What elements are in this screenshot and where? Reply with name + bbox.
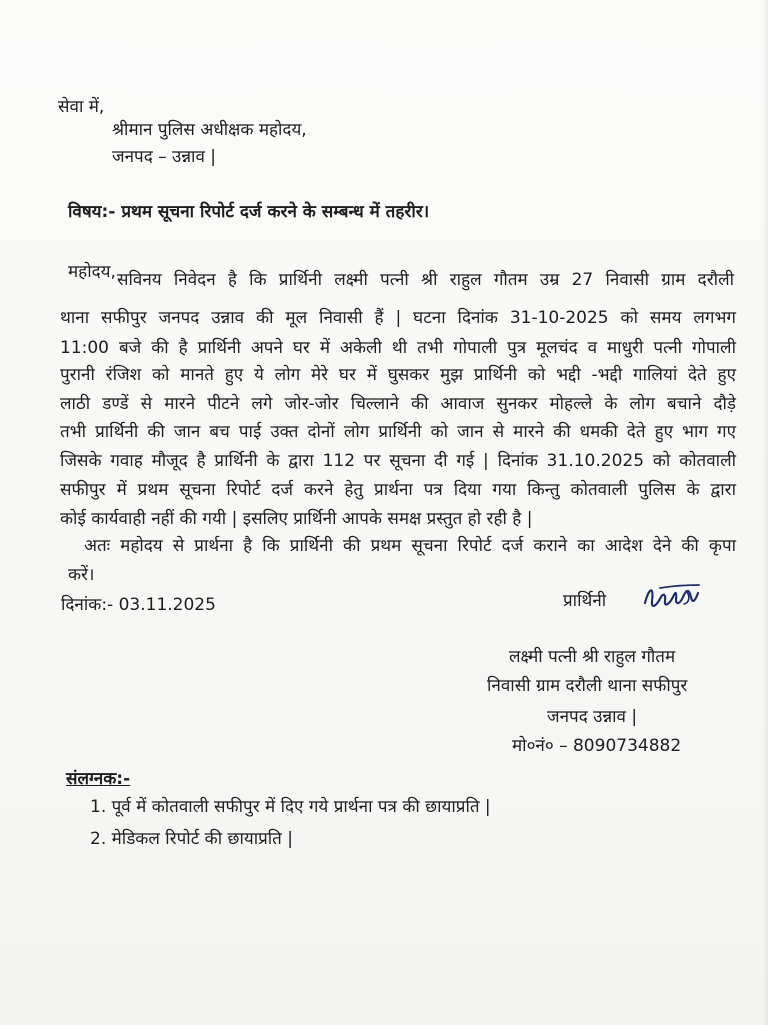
subject-line: विषय:- प्रथम सूचना रिपोर्ट दर्ज करने के सम्बन्ध में तहरीर। xyxy=(68,202,430,222)
sender-address: निवासी ग्राम दरौली थाना सफीपुर xyxy=(487,676,688,696)
sender-mobile: मो०नं० – 8090734882 xyxy=(512,736,682,756)
enclosure-item-1: 1. पूर्व में कोतवाली सफीपुर में दिए गये प्रार्थना पत्र की छायाप्रति | xyxy=(90,797,491,817)
body-line-7: जिसके गवाह मौजूद है प्रार्थिनी के द्वारा 112 पर सूचना दी गई | दिनांक 31.10.2025 को कोतवाली xyxy=(60,451,736,471)
request-line-2: करें। xyxy=(68,565,95,585)
body-line-6: तभी प्रार्थिनी की जान बच पाई उक्त दोनों लोग प्रार्थिनी को जान से मारने की धमकी देते हुए भाग गए xyxy=(60,422,736,442)
letter-date: दिनांक:- 03.11.2025 xyxy=(61,595,216,615)
body-line-3: 11:00 बजे की है प्रार्थिनी अपने घर में अकेली थी तभी गोपाली पुत्र मूलचंद व माधुरी पत्नी गोपाली xyxy=(60,338,736,358)
recipient-title: श्रीमान पुलिस अधीक्षक महोदय, xyxy=(112,120,307,140)
body-line-9: कोई कार्यवाही नहीं की गयी | इसलिए प्रार्थिनी आपके समक्ष प्रस्तुत हो रही है | xyxy=(60,509,533,529)
greeting: महोदय, xyxy=(68,262,116,282)
body-line-2: थाना सफीपुर जनपद उन्नाव की मूल निवासी हैं | घटना दिनांक 31-10-2025 को समय लगभग xyxy=(60,308,736,328)
request-line-1: अतः महोदय से प्रार्थना है कि प्रार्थिनी की प्रथम सूचना रिपोर्ट दर्ज कराने का आदेश देने की कृपा xyxy=(84,536,736,556)
enclosure-item-2: 2. मेडिकल रिपोर्ट की छायाप्रति | xyxy=(90,829,294,849)
handwritten-signature xyxy=(641,580,705,616)
salutation-to: सेवा में, xyxy=(58,97,105,117)
sender-name: लक्ष्मी पत्नी श्री राहुल गौतम xyxy=(509,647,676,667)
enclosure-heading: संलग्नक:- xyxy=(66,769,131,789)
body-line-5: लाठी डण्डें से मारने पीटने लगे जोर-जोर चिल्लाने की आवाज सुनकर मोहल्ले के लोग बचाने दौड़े xyxy=(60,394,736,414)
body-line-8: सफीपुर में प्रथम सूचना रिपोर्ट दर्ज करने हेतु प्रार्थना पत्र दिया गया किन्तु कोतवाली पुलिस के द्वारा xyxy=(60,480,736,500)
sender-district: जनपद उन्नाव | xyxy=(547,707,638,727)
paper-edge-shadow xyxy=(762,0,768,1025)
applicant-label: प्रार्थिनी xyxy=(563,591,607,611)
body-line-4: पुरानी रंजिश को मानते हुए ये लोग मेरे घर में घुसकर मुझ प्रार्थिनी को भद्दी -भद्दी गालियां देते हुए xyxy=(60,365,736,385)
recipient-district: जनपद – उन्नाव | xyxy=(112,147,217,167)
body-line-1: सविनय निवेदन है कि प्रार्थिनी लक्ष्मी पत्नी श्री राहुल गौतम उम्र 27 निवासी ग्राम दरौली xyxy=(117,270,734,290)
